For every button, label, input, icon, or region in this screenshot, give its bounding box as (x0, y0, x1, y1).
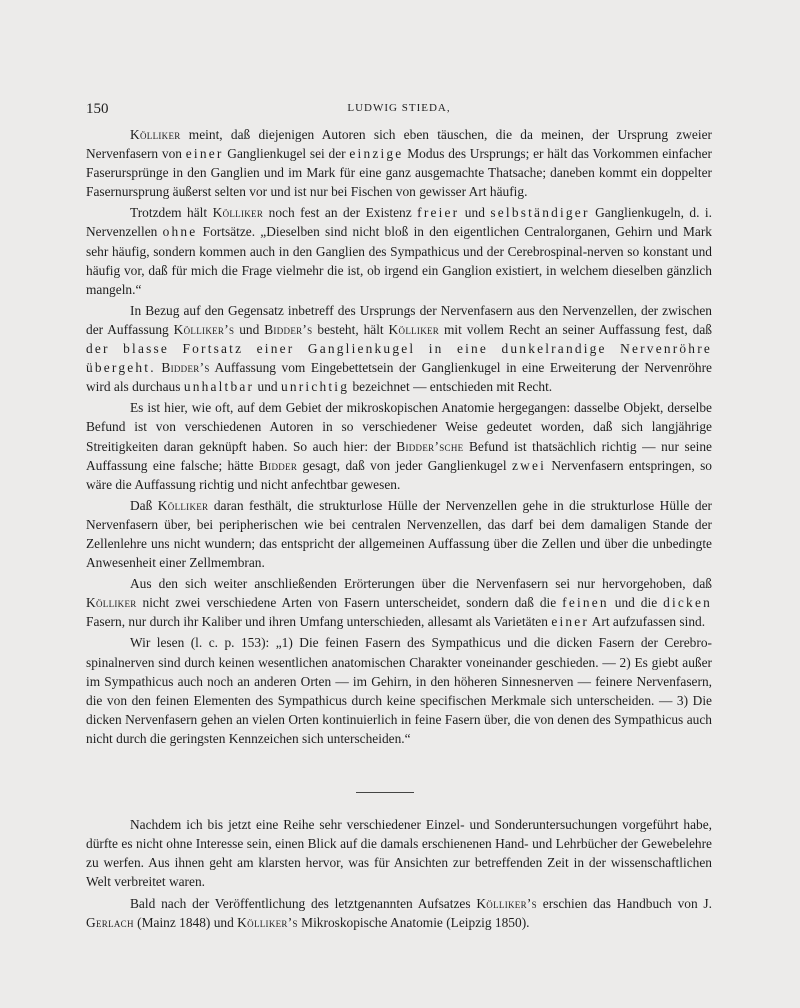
text-segment: Wir lesen (l. c. p. 153): „1) Die feinen Fasern des Sympathicus und die dicken Fasern der Cerebro-spinalnerven sind durch keinen wesentlichen anatomischen Charakter voneinander geschieden. — 2) Es giebt außer im Sympathicus auch noch an anderen Orten — im Gehirn, in den höheren Sinnesnerven — feinere Nervenfasern, die von den feinen Elementen des Sympathicus durch keine specifischen Merkmale sich unterscheiden. — 3) Die dicken Nervenfasern gehen an vielen Orten kontinuierlich in feine Fasern über, die von denen des Sympathicus auch nicht durch die geringsten Kennzeichen sich unterscheiden.“ (86, 635, 712, 746)
emphasized-text: unhaltbar (183, 379, 255, 395)
page-number: 150 (86, 101, 109, 117)
section-separator-rule (356, 792, 414, 793)
emphasized-text: selbständiger (490, 205, 590, 221)
paragraph (86, 125, 712, 201)
text-segment: gesagt, daß von jeder Ganglienkugel (297, 457, 512, 473)
text-segment: Mikroskopische Anatomie (Leipzig 1850). (297, 915, 530, 931)
emphasized-text: einer (185, 146, 224, 162)
text-segment: Fortsätze. „Dieselben sind nicht bloß in den eigentlichen Centralorganen, Gehirn und Mark sehr häufig, sondern kommen auch in den Ganglien des Sympathicus und der Cerebrospinal-nerven so konstant und häufig vor, daß für mich die Frage vielmehr die ist, ob irgend ein Ganglion existiert, in welchem dieselben gänzlich mangeln.“ (86, 224, 712, 297)
text-segment: Auffassung vom Eingebettetsein der Ganglienkugel in eine Erweiterung der Nervenröhre wird als durchaus (86, 360, 712, 395)
text-segment: nicht zwei verschiedene Arten von Fasern unterscheidet, sondern daß die (136, 595, 563, 611)
text-segment: Trotzdem hält (130, 205, 213, 221)
author-name: Bidder’s (264, 321, 313, 337)
author-name: Kölliker’s (237, 915, 298, 931)
body-text (86, 125, 712, 750)
text-segment: Nervenfasern entspringen, so wäre die Auffassung richtig und nicht anfechtbar gewesen. (86, 457, 712, 492)
text-segment: besteht, hält (312, 321, 389, 337)
author-name: Bidder (258, 457, 298, 473)
emphasized-text: dicken (663, 595, 712, 611)
text-segment: Daß (130, 497, 158, 513)
paragraph (86, 894, 712, 932)
author-name: Kölliker (212, 205, 264, 221)
author-name: Kölliker (130, 127, 181, 142)
paragraph (86, 398, 712, 493)
text-segment: bezeichnet — entschieden mit Recht. (349, 379, 553, 395)
emphasized-text: ohne (162, 224, 198, 240)
text-segment: Art aufzufassen sind. (589, 614, 706, 630)
author-name: Kölliker (86, 595, 137, 611)
author-name: Kölliker (388, 321, 440, 337)
paragraph (86, 574, 712, 631)
text-segment: daran festhält, die strukturlose Hülle der Nervenzellen gehe in die strukturlose Hülle der Nervenfasern über, bei peripherischen wie bei centralen Nervenzellen, das darf bei dem damaligen Stande der Zellenlehre uns nicht wundern; das entspricht der allgemeinen Auffassung über die Zellen und über die unbedingte Anwesenheit einer Zellmembran. (86, 497, 712, 571)
text-segment: Fasern, nur durch ihr Kaliber und ihren Umfang unterschieden, allesamt als Varietäten (86, 614, 552, 630)
text-segment: meint, daß diejenigen Autoren sich eben täuschen, die da meinen, der Ursprung zweier Nervenfasern von (86, 127, 712, 162)
text-segment: Ganglienkugel sei der (223, 146, 350, 162)
emphasized-text: feinen (562, 595, 609, 611)
text-segment: Aus den sich weiter anschließenden Erörterungen über die Nervenfasern sei nur hervorgehoben, daß (130, 576, 712, 592)
author-name: Bidder’s (161, 360, 210, 376)
text-segment: Befund ist thatsächlich richtig — nur seine Auffassung eine falsche; hätte (86, 438, 712, 473)
text-segment: Nachdem ich bis jetzt eine Reihe sehr verschiedener Einzel- und Sonderuntersuchungen vorgeführt habe, dürfte es nicht ohne Interesse sein, einen Blick auf die damals erschienenen Hand- und Lehrbücher der Gewebelehre zu werfen. Aus ihnen geht am klarsten hervor, was für Ansichten zur betreffenden Zeit in der wissenschaftlichen Welt verbreitet waren. (86, 817, 712, 890)
text-segment: mit vollem Recht an seiner Auffassung fest, daß (439, 321, 712, 337)
text-segment: erschien das Handbuch von J. (536, 896, 712, 912)
text-segment: und (459, 205, 491, 221)
author-name: Gerlach (86, 915, 134, 931)
paragraph (86, 633, 712, 748)
closing-text (86, 815, 712, 936)
page-header (86, 101, 712, 121)
emphasized-text: einer (551, 614, 590, 630)
text-segment: und die (608, 595, 664, 611)
author-name: Kölliker (157, 497, 209, 513)
text-segment: noch fest an der Existenz (263, 205, 418, 221)
author-name: Kölliker’s (476, 896, 537, 912)
text-segment: Ganglienkugeln, d. i. Nervenzellen (86, 205, 713, 240)
author-name: Kölliker’s (173, 321, 235, 337)
paragraph (86, 203, 712, 298)
text-segment: Modus des Ursprungs; er hält das Vorkommen einfacher Faserursprünge in den Ganglien und im Mark für eine ganz ausgemachte Thatsache; daneben kommt ein doppelter Fasernursprung äußerst selten vor und ist nur bei Fischen von gewisser Art häufig. (86, 146, 712, 200)
text-segment: Es ist hier, wie oft, auf dem Gebiet der mikroskopischen Anatomie hergegangen: dasselbe Objekt, derselbe Befund ist von verschiedenen Autoren in so verschiedener Weise gedeutet worden, daß sich langjährige Streitigkeiten daran geknüpft haben. So auch hier: der (86, 400, 712, 454)
paragraph (86, 815, 712, 891)
emphasized-text: freier (417, 205, 460, 221)
text-segment: In Bezug auf den Gegensatz inbetreff des Ursprungs der Nervenfasern aus den Nervenzellen, der zwischen der Auffassung (86, 302, 712, 337)
emphasized-text: unrichtig (280, 379, 350, 395)
running-head: LUDWIG STIEDA, (347, 102, 451, 114)
paragraph (86, 496, 712, 572)
emphasized-text: einzige (349, 146, 404, 162)
text-segment: und (234, 321, 265, 337)
emphasized-text: der blasse Fortsatz einer Ganglienkugel in eine dunkelrandige Nervenröhre übergeht. (86, 341, 712, 376)
paragraph (86, 301, 712, 396)
text-segment: und (254, 379, 281, 395)
text-segment: Bald nach der Veröffentlichung des letztgenannten Aufsatzes (130, 896, 477, 912)
author-name: Bidder’sche (396, 438, 464, 454)
emphasized-text: zwei (511, 457, 547, 473)
text-segment: (Mainz 1848) und (133, 915, 238, 931)
